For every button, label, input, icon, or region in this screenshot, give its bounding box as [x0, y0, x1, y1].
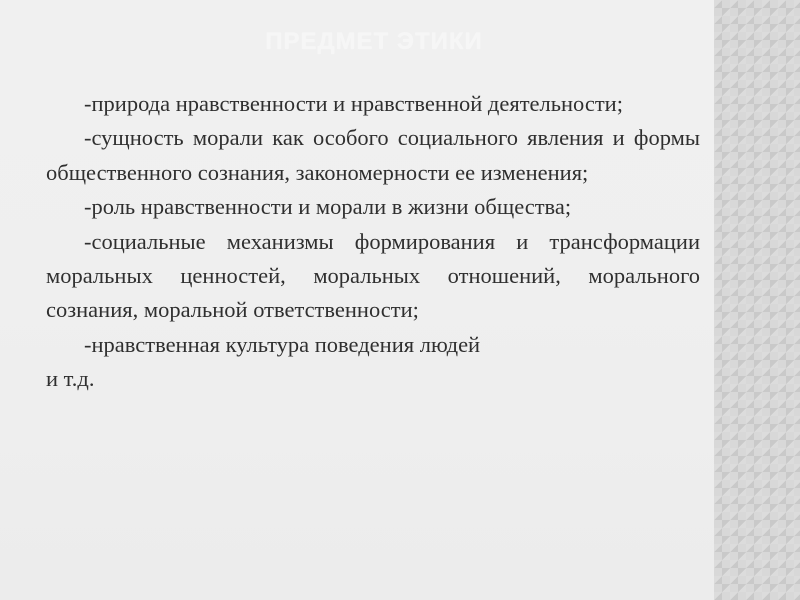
decorative-side-pattern	[714, 0, 800, 600]
list-item-role-in-society: -роль нравственности и морали в жизни общества;	[84, 194, 572, 220]
list-item-social-mechanisms: -социальные механизмы формирования и трансформации моральных ценностей, моральных отношений, морального сознания, моральной ответственности;	[46, 228, 700, 323]
list-item-nature-of-morality: -природа нравственности и нравственной деятельности;	[84, 91, 623, 116]
slide-title: ПРЕДМЕТ ЭТИКИ	[265, 28, 483, 55]
list-item-essence-of-morals: -сущность морали как особого социального явления и формы общественного сознания, закономерности ее изменения;	[46, 125, 700, 185]
slide-body	[46, 87, 700, 397]
list-item-moral-culture: -нравственная культура поведения людей	[84, 331, 481, 357]
list-ending: и т.д.	[46, 366, 95, 392]
